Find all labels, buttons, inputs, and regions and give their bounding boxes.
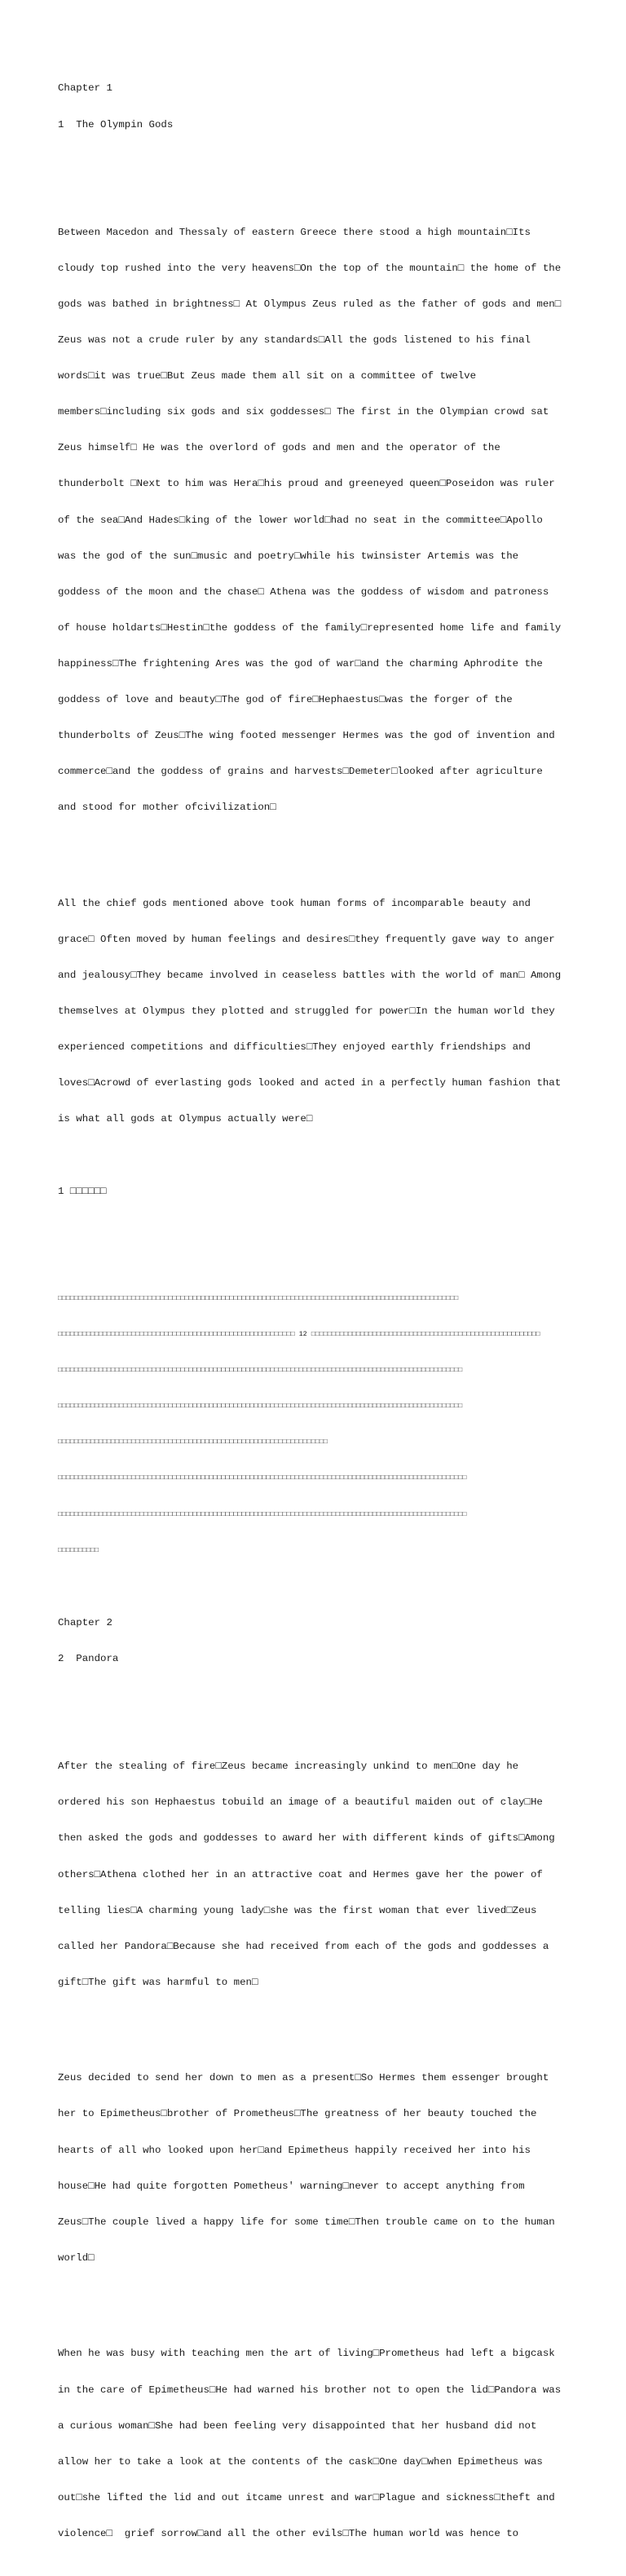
text-line: members□including six gods and six goddesses□ The first in the Olympian crowd sat	[58, 406, 549, 418]
chapter-heading: Chapter 1	[58, 82, 112, 95]
text-line: of house holdarts□Hestin□the goddess of the family□represented home life and family	[58, 621, 562, 634]
garbled-line: □□□□□□□□□□□□□□□□□□□□□□□□□□□□□□□□□□□□□□□□□□□□□□□□□□□□□□□□□□□□□□□□□□□□□□□□□□□□□□□□□□□□□□□□□□□□□□□□□□□□	[58, 1510, 467, 1518]
text-line: When he was busy with teaching men the art of living□Prometheus had left a bigcask	[58, 2348, 555, 2360]
chapter-title: 2 Pandora	[58, 1652, 119, 1664]
paragraph	[58, 2324, 571, 2564]
text-line: thunderbolts of Zeus□The wing footed messenger Hermes was the god of invention and	[58, 730, 555, 742]
text-line: and stood for mother ofcivilization□	[58, 802, 276, 814]
text-line: called her Pandora□Because she had received from each of the gods and goddesses a	[58, 1940, 549, 1952]
text-line: and jealousy□They became involved in ceaseless battles with the world of man□ Among	[58, 970, 562, 982]
text-line: Zeus□The couple lived a happy life for some time□Then trouble came on to the human	[58, 2216, 555, 2228]
text-line: others□Athena clothed her in an attractive coat and Hermes gave her the power of	[58, 1868, 543, 1880]
garbled-line: □□□□□□□□□□□□□□□□□□□□□□□□□□□□□□□□□□□□□□□□□□□□□□□□□□□□□□□□□□□□□□□□□□□□□□□□□□□□□□□□□□□□□□□□□□□□□□□□□□□	[58, 1403, 463, 1411]
text-line: themselves at Olympus they plotted and struggled for power□In the human world they	[58, 1005, 555, 1018]
text-line: experienced competitions and difficulties□They enjoyed earthly friendships and	[58, 1041, 531, 1054]
chapter-heading: Chapter 2	[58, 1616, 112, 1628]
text-line: ordered his son Hephaestus tobuild an image of a beautiful maiden out of clay□He	[58, 1796, 543, 1809]
text-line: Zeus decided to send her down to men as a present□So Hermes them essenger brought	[58, 2072, 549, 2084]
text-line: words□it was true□But Zeus made them all sit on a committee of twelve	[58, 370, 477, 382]
garbled-line: □□□□□□□□□□	[58, 1546, 99, 1554]
text-line: After the stealing of fire□Zeus became increasingly unkind to men□One day he	[58, 1761, 519, 1773]
text-line: All the chief gods mentioned above took human forms of incomparable beauty and	[58, 897, 531, 909]
paragraph	[58, 202, 571, 837]
text-line: then asked the gods and goddesses to award her with different kinds of gifts□Among	[58, 1832, 555, 1845]
text-line: goddess of the moon and the chase□ Athena was the goddess of wisdom and patroness	[58, 585, 549, 598]
text-line: gift□The gift was harmful to men□	[58, 1976, 258, 1988]
garbled-line: □□□□□□□□□□□□□□□□□□□□□□□□□□□□□□□□□□□□□□□□□□□□□□□□□□□□□□□□□□ 12 □□□□□□□□□□□□□□□□□□□□□□□□□□□□□□□□□□□□□□□□□□□□□□□□□□□□□□□□	[58, 1331, 540, 1339]
text-line: loves□Acrowd of everlasting gods looked and acted in a perfectly human fashion that	[58, 1077, 562, 1089]
garbled-text-block	[58, 1270, 571, 1581]
garbled-line: □□□□□□□□□□□□□□□□□□□□□□□□□□□□□□□□□□□□□□□□□□□□□□□□□□□□□□□□□□□□□□□□□□□□□□□□□□□□□□□□□□□□□□□□□□□□□□□□□□	[58, 1294, 459, 1302]
text-line: of the sea□And Hades□king of the lower world□had no seat in the committee□Apollo	[58, 514, 543, 526]
paragraph	[58, 1737, 571, 2013]
document-page	[58, 59, 571, 2576]
text-line: grace□ Often moved by human feelings and desires□they frequently gave way to anger	[58, 934, 555, 945]
text-line: Zeus was not a crude ruler by any standards□All the gods listened to his final	[58, 334, 531, 347]
text-line: allow her to take a look at the contents of the cask□One day□when Epimetheus was	[58, 2455, 543, 2468]
spacer	[58, 1689, 571, 1701]
text-line: is what all gods at Olympus actually were□	[58, 1113, 313, 1125]
text-line: telling lies□A charming young lady□she was the first woman that ever lived□Zeus	[58, 1904, 537, 1916]
spacer	[58, 155, 571, 167]
text-line: commerce□and the goddess of grains and harvests□Demeter□looked after agriculture	[58, 766, 543, 778]
text-line: Zeus himself□ He was the overlord of gods and men and the operator of the	[58, 442, 500, 454]
spacer	[58, 1222, 571, 1234]
garbled-line: □□□□□□□□□□□□□□□□□□□□□□□□□□□□□□□□□□□□□□□□□□□□□□□□□□□□□□□□□□□□□□□□□□□□□□□□□□□□□□□□□□□□□□□□□□□□□□□□□□□□	[58, 1474, 467, 1482]
text-line: out□she lifted the lid and out itcame unrest and war□Plague and sickness□theft and	[58, 2491, 555, 2503]
text-line: in the care of Epimetheus□He had warned his brother not to open the lid□Pandora was	[58, 2384, 562, 2396]
text-line: thunderbolt □Next to him was Hera□his proud and greeneyed queen□Poseidon was ruler	[58, 478, 555, 490]
text-line: a curious woman□She had been feeling very disappointed that her husband did not	[58, 2419, 537, 2432]
translation-marker: 1 □□□□□□	[58, 1185, 107, 1197]
paragraph	[58, 874, 571, 1150]
text-line: house□He had quite forgotten Pometheus' warning□never to accept anything from	[58, 2180, 525, 2192]
text-line: violence□ grief sorrow□and all the other evils□The human world was hence to	[58, 2527, 519, 2539]
text-line: gods was bathed in brightness□ At Olympus Zeus ruled as the father of gods and men□	[58, 298, 562, 310]
paragraph	[58, 2048, 571, 2288]
chapter-title: 1 The Olympin Gods	[58, 118, 174, 130]
garbled-line: □□□□□□□□□□□□□□□□□□□□□□□□□□□□□□□□□□□□□□□□□□□□□□□□□□□□□□□□□□□□□□□□□□□□□□□□□□□□□□□□□□□□□□□□□□□□□□□□□□□	[58, 1367, 463, 1375]
text-line: cloudy top rushed into the very heavens□On the top of the mountain□ the home of the	[58, 262, 562, 274]
garbled-line: □□□□□□□□□□□□□□□□□□□□□□□□□□□□□□□□□□□□□□□□□□□□□□□□□□□□□□□□□□□□□□□□□□	[58, 1438, 328, 1447]
text-line: her to Epimetheus□brother of Prometheus□The greatness of her beauty touched the	[58, 2108, 537, 2120]
text-line: hearts of all who looked upon her□and Epimetheus happily received her into his	[58, 2144, 531, 2156]
text-line: was the god of the sun□music and poetry□while his twinsister Artemis was the	[58, 550, 519, 562]
text-line: Between Macedon and Thessaly of eastern Greece there stood a high mountain□Its	[58, 226, 531, 238]
text-line: happiness□The frightening Ares was the god of war□and the charming Aphrodite the	[58, 657, 543, 669]
text-line: goddess of love and beauty□The god of fire□Hephaestus□was the forger of the	[58, 694, 513, 706]
text-line: world□	[58, 2251, 95, 2264]
